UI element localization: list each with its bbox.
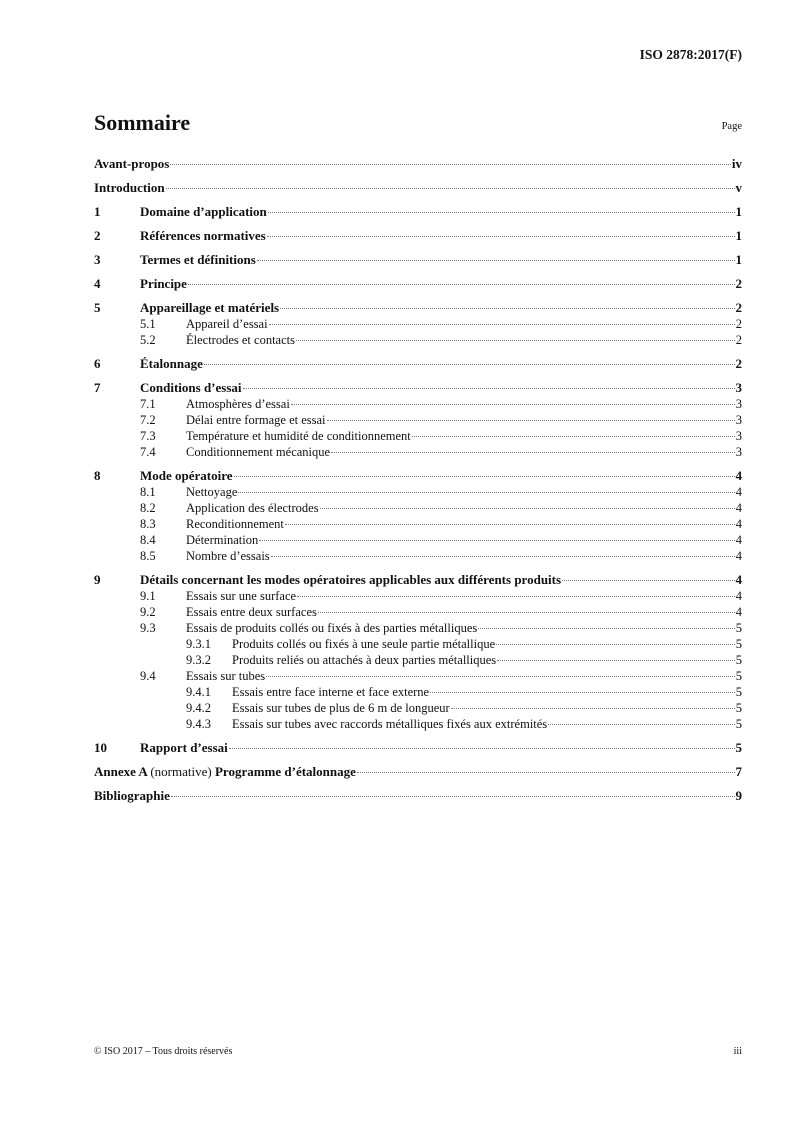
toc-entry-title-text: Essais sur tubes de plus de 6 m de longueur (232, 701, 450, 715)
dot-leader (297, 596, 735, 597)
toc-entry-page: 5 (735, 701, 742, 715)
toc-entry-page: 4 (735, 501, 742, 515)
toc-entry-number: 7 (94, 380, 101, 395)
toc-entry[interactable] (94, 396, 742, 412)
toc-entry-title-text: Électrodes et contacts (186, 333, 295, 347)
toc-entry[interactable] (94, 228, 742, 244)
toc-entry[interactable] (94, 428, 742, 444)
toc-entry[interactable] (94, 380, 742, 396)
toc-entry-page: 5 (735, 685, 742, 699)
footer-page-number: iii (733, 1046, 742, 1057)
toc-entry[interactable] (94, 716, 742, 732)
dot-leader (412, 436, 735, 437)
toc-entry-title (186, 588, 296, 604)
toc-entry-page: 3 (735, 445, 742, 459)
toc-entry[interactable] (94, 788, 742, 804)
toc-entry-page: 2 (735, 300, 742, 315)
toc-entry-number: 9 (94, 572, 101, 587)
toc-entry-number: 2 (94, 228, 101, 243)
toc-entry[interactable] (94, 764, 742, 780)
dot-leader (430, 692, 735, 693)
toc-entry-title-text: Avant-propos (94, 156, 170, 171)
dot-leader (268, 212, 735, 213)
toc-entry-page: v (735, 180, 742, 195)
toc-entry-page: iv (731, 156, 742, 171)
toc-entry[interactable] (94, 740, 742, 756)
toc-entry[interactable] (94, 180, 742, 196)
toc-entry-title-text: Essais entre deux surfaces (186, 605, 317, 619)
toc-entry-title (94, 156, 169, 172)
toc-entry-page: 1 (735, 204, 742, 219)
toc-entry-page: 3 (735, 380, 742, 395)
toc-entry-number: 3 (94, 252, 101, 267)
toc-entry-number: 8.3 (140, 517, 156, 531)
toc-entry-page: 4 (735, 533, 742, 547)
toc-entry-title-text: Appareillage et matériels (140, 300, 280, 315)
toc-entry-number: 10 (94, 740, 107, 755)
toc-entry-title (232, 684, 429, 700)
toc-entry-number: 8 (94, 468, 101, 483)
toc-entry-title-text: Nombre d’essais (186, 549, 270, 563)
dot-leader (166, 188, 735, 189)
toc-entry-title (140, 252, 256, 268)
toc-entry-title (186, 316, 268, 332)
toc-entry-annex-title: Programme d’étalonnage (214, 764, 356, 779)
toc-entry-number: 7.3 (140, 429, 156, 443)
toc-entry-page: 3 (735, 397, 742, 411)
dot-leader (188, 284, 735, 285)
toc-entry[interactable] (94, 516, 742, 532)
toc-entry-number: 9.4.1 (186, 685, 211, 699)
toc-entry-title-text: Produits reliés ou attachés à deux parties métalliques (232, 653, 497, 667)
toc-entry-title-text: Produits collés ou fixés à une seule partie métallique (232, 637, 496, 651)
toc-entry[interactable] (94, 668, 742, 684)
toc-entry[interactable] (94, 548, 742, 564)
toc-entry-title (186, 484, 237, 500)
toc-entry-title-text: Essais sur une surface (186, 589, 297, 603)
dot-leader (259, 540, 735, 541)
toc-entry[interactable] (94, 532, 742, 548)
toc-entry[interactable] (94, 468, 742, 484)
dot-leader (548, 724, 735, 725)
toc-entry-page: 3 (735, 413, 742, 427)
toc-entry-number: 8.5 (140, 549, 156, 563)
toc-entry-title-text: Température et humidité de conditionnement (186, 429, 411, 443)
toc-entry-title (140, 204, 267, 220)
toc-entry-page: 4 (735, 549, 742, 563)
toc-entry-page: 1 (735, 252, 742, 267)
toc-entry-number: 5.2 (140, 333, 156, 347)
toc-entry-title (186, 516, 284, 532)
dot-leader (357, 772, 735, 773)
toc-entry-title-text: Principe (140, 276, 187, 291)
toc-entry-title (186, 532, 258, 548)
toc-entry[interactable] (94, 700, 742, 716)
toc-entry[interactable] (94, 356, 742, 372)
toc-entry-number: 8.1 (140, 485, 156, 499)
toc-entry-title (140, 228, 266, 244)
toc-entry-title (232, 652, 496, 668)
toc-entry-page: 4 (735, 605, 742, 619)
toc-entry-number: 9.3.1 (186, 637, 211, 651)
document-id-header: ISO 2878:2017(F) (639, 47, 742, 62)
toc-entry-number: 5.1 (140, 317, 156, 331)
toc-entry-page: 9 (735, 788, 742, 803)
page-title: Sommaire (94, 110, 191, 135)
toc-entry-title-text: Annexe A (94, 764, 148, 779)
toc-entry-title (94, 180, 165, 196)
toc-entry[interactable] (94, 484, 742, 500)
toc-entry-title-text: Délai entre formage et essai (186, 413, 326, 427)
toc-entry-number: 9.4.2 (186, 701, 211, 715)
toc-entry-title (186, 620, 477, 636)
page-column-label: Page (721, 121, 742, 132)
table-of-contents (94, 156, 742, 804)
toc-entry-title (186, 500, 319, 516)
toc-entry[interactable] (94, 684, 742, 700)
toc-entry-page: 4 (735, 485, 742, 499)
toc-entry[interactable] (94, 636, 742, 652)
toc-entry-number: 9.4.3 (186, 717, 211, 731)
toc-entry-title-text: Bibliographie (94, 788, 170, 803)
toc-entry-title (232, 700, 450, 716)
dot-leader (171, 796, 735, 797)
dot-leader (331, 452, 735, 453)
toc-entry-title-text: Atmosphères d’essai (186, 397, 290, 411)
toc-entry-title-text: Étalonnage (140, 356, 203, 371)
dot-leader (296, 340, 735, 341)
toc-entry-page: 2 (735, 276, 742, 291)
dot-leader (170, 164, 731, 165)
toc-entry-title-text: Conditionnement mécanique (186, 445, 331, 459)
toc-entry-title (186, 668, 265, 684)
toc-entry-title (186, 332, 295, 348)
toc-entry-title-text: Mode opératoire (140, 468, 233, 483)
toc-entry-page: 4 (735, 572, 742, 587)
toc-entry-page: 4 (735, 468, 742, 483)
toc-entry-number: 8.4 (140, 533, 156, 547)
toc-entry-title-text: Détermination (186, 533, 259, 547)
toc-entry-title-text: Essais de produits collés ou fixés à des parties métalliques (186, 621, 478, 635)
toc-entry-title-text: Application des électrodes (186, 501, 319, 515)
toc-entry-title-text: Introduction (94, 180, 165, 195)
dot-leader (562, 580, 734, 581)
dot-leader (243, 388, 735, 389)
toc-entry-number: 9.3 (140, 621, 156, 635)
toc-entry-title (232, 716, 547, 732)
toc-entry[interactable] (94, 500, 742, 516)
toc-entry-page: 2 (735, 317, 742, 331)
dot-leader (496, 644, 735, 645)
dot-leader (204, 364, 735, 365)
toc-entry-title-text: Essais sur tubes avec raccords métalliques fixés aux extrémités (232, 717, 548, 731)
toc-entry-page: 2 (735, 333, 742, 347)
toc-entry-number: 7.2 (140, 413, 156, 427)
toc-entry[interactable] (94, 572, 742, 588)
toc-entry-page: 1 (735, 228, 742, 243)
toc-entry-page: 2 (735, 356, 742, 371)
dot-leader (269, 324, 735, 325)
dot-leader (478, 628, 734, 629)
toc-entry-page: 5 (735, 637, 742, 651)
toc-entry-title-text: Rapport d’essai (140, 740, 228, 755)
toc-entry-title-text: Reconditionnement (186, 517, 284, 531)
toc-entry-title-text: Domaine d’application (140, 204, 267, 219)
dot-leader (318, 612, 735, 613)
toc-entry[interactable] (94, 620, 742, 636)
toc-entry-number: 4 (94, 276, 101, 291)
toc-entry[interactable] (94, 252, 742, 268)
toc-entry[interactable] (94, 300, 742, 316)
toc-entry-title (140, 468, 233, 484)
toc-entry-title-text: Nettoyage (186, 485, 238, 499)
toc-entry-page: 5 (735, 653, 742, 667)
dot-leader (327, 420, 735, 421)
toc-entry-title (186, 396, 290, 412)
toc-entry-number: 7.4 (140, 445, 156, 459)
dot-leader (266, 676, 735, 677)
toc-entry-number: 5 (94, 300, 101, 315)
dot-leader (285, 524, 735, 525)
dot-leader (257, 260, 735, 261)
toc-entry[interactable] (94, 316, 742, 332)
toc-entry-page: 7 (735, 764, 742, 779)
toc-entry-title (186, 444, 330, 460)
toc-entry-title (140, 276, 187, 292)
dot-leader (271, 556, 735, 557)
toc-entry[interactable] (94, 276, 742, 292)
toc-entry-page: 3 (735, 429, 742, 443)
toc-entry-title (94, 764, 356, 780)
dot-leader (320, 508, 735, 509)
toc-entry[interactable] (94, 412, 742, 428)
toc-entry-title (186, 548, 270, 564)
toc-entry-number: 9.2 (140, 605, 156, 619)
toc-entry-title (232, 636, 495, 652)
toc-entry-page: 5 (735, 621, 742, 635)
toc-entry-title-text: Appareil d’essai (186, 317, 268, 331)
toc-entry-title (140, 572, 561, 588)
dot-leader (280, 308, 734, 309)
toc-entry-title (186, 412, 326, 428)
toc-entry-title (140, 356, 203, 372)
dot-leader (451, 708, 735, 709)
toc-entry-title-text: Essais sur tubes (186, 669, 266, 683)
toc-entry-annex-type: (normative) (150, 764, 212, 779)
toc-entry[interactable] (94, 588, 742, 604)
toc-entry-page: 5 (735, 717, 742, 731)
toc-entry-title-text: Détails concernant les modes opératoires applicables aux différents produits (140, 572, 562, 587)
toc-entry-page: 5 (735, 740, 742, 755)
toc-entry-number: 7.1 (140, 397, 156, 411)
toc-entry-page: 4 (735, 589, 742, 603)
toc-entry[interactable] (94, 604, 742, 620)
toc-entry-number: 9.4 (140, 669, 156, 683)
toc-entry[interactable] (94, 444, 742, 460)
toc-entry-title (140, 740, 228, 756)
toc-entry-number: 9.1 (140, 589, 156, 603)
toc-entry-title (140, 380, 242, 396)
toc-entry-number: 8.2 (140, 501, 156, 515)
toc-entry-title-text: Essais entre face interne et face externe (232, 685, 430, 699)
dot-leader (291, 404, 735, 405)
toc-entry-title (94, 788, 170, 804)
toc-entry[interactable] (94, 156, 742, 172)
toc-entry-number: 1 (94, 204, 101, 219)
toc-entry-page: 4 (735, 517, 742, 531)
toc-entry-title (186, 428, 411, 444)
dot-leader (229, 748, 735, 749)
toc-entry-number: 6 (94, 356, 101, 371)
toc-entry-title (140, 300, 279, 316)
toc-entry[interactable] (94, 332, 742, 348)
dot-leader (497, 660, 735, 661)
toc-entry-title-text: Références normatives (140, 228, 266, 243)
toc-entry[interactable] (94, 204, 742, 220)
dot-leader (234, 476, 735, 477)
toc-entry-title-text: Termes et définitions (140, 252, 256, 267)
toc-entry-title-text: Conditions d’essai (140, 380, 242, 395)
toc-entry-title (186, 604, 317, 620)
toc-entry-page: 5 (735, 669, 742, 683)
toc-entry[interactable] (94, 652, 742, 668)
dot-leader (267, 236, 735, 237)
toc-entry-number: 9.3.2 (186, 653, 211, 667)
footer-copyright: © ISO 2017 – Tous droits réservés (94, 1046, 233, 1057)
dot-leader (238, 492, 734, 493)
